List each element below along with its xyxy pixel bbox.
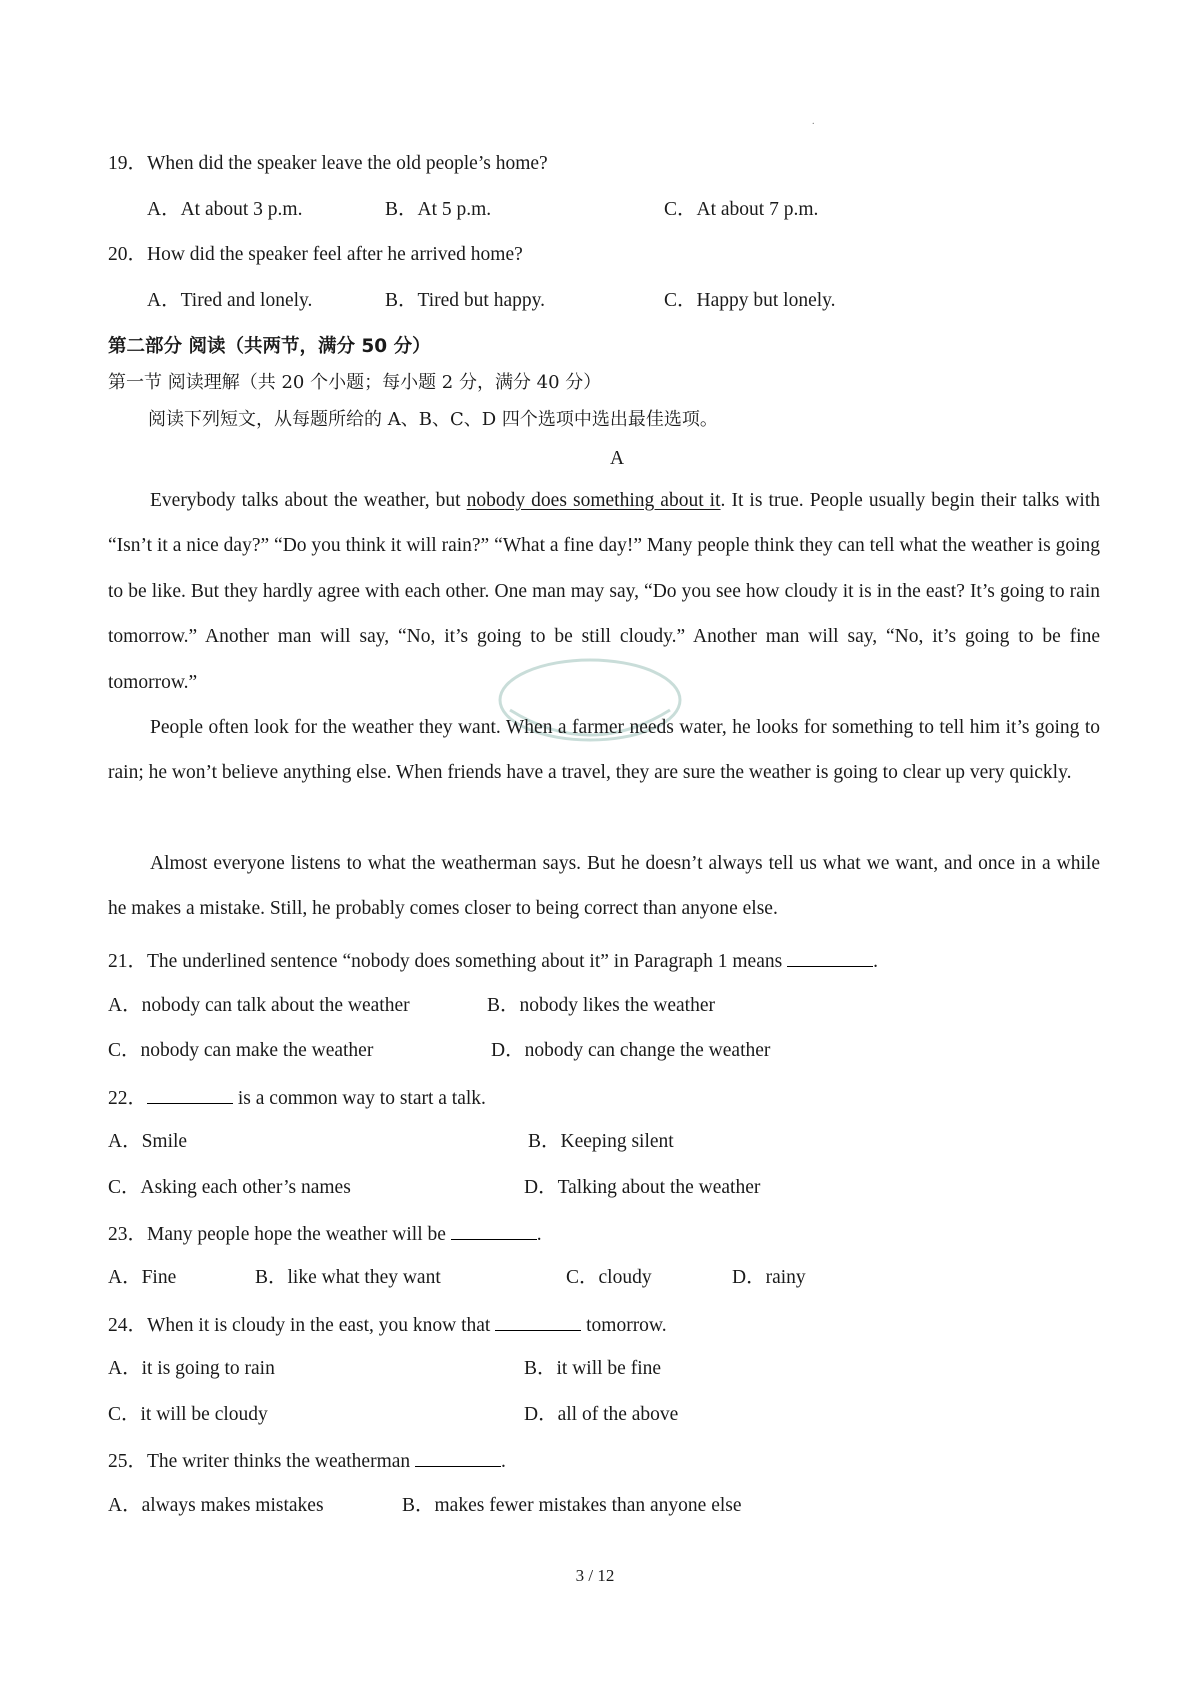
question-number: 22． (108, 1088, 148, 1109)
question-stem: 21．The underlined sentence “nobody does something about it” in Paragraph 1 means (108, 951, 783, 972)
stray-dot: . (812, 116, 815, 127)
p1-after: . It is true. People usually begin their talks with “Isn’t it a nice day?” “Do you think it will rain?” “What a fine day!” Many people think they can tell what the weather is going to be like. But they hardly agree with each other. One man may say, “Do you see how cloudy it is in the east? It’s going to rain tomorrow.” Another man will say, “No, it’s going to be still cloudy.” Another man will say, “No, it’s going to be fine tomorrow.” (108, 490, 1100, 693)
answer-blank (415, 1448, 501, 1467)
option-25a: A．always makes mistakes (108, 1495, 324, 1516)
question-stem: is a common way to start a talk. (237, 1088, 486, 1109)
question-21 (108, 948, 878, 974)
option-24a: A．it is going to rain (108, 1358, 275, 1379)
option-19c: C．At about 7 p.m. (664, 199, 819, 220)
question-19 (108, 152, 548, 176)
passage-paragraph-1 (108, 478, 1100, 705)
option-19a: A．At about 3 p.m. (147, 199, 303, 220)
question-tail: . (501, 1451, 506, 1472)
option-23c: C．cloudy (566, 1267, 652, 1288)
question-tail: tomorrow. (586, 1315, 667, 1336)
answer-blank (451, 1221, 537, 1240)
option-19b: B．At 5 p.m. (385, 199, 492, 220)
option-22a: A．Smile (108, 1131, 188, 1152)
question-20 (108, 243, 523, 267)
option-23d: D．rainy (732, 1267, 806, 1288)
p1-before: Everybody talks about the weather, but (150, 490, 467, 511)
question-number: 19． (108, 153, 148, 174)
option-24d: D．all of the above (524, 1404, 679, 1425)
part2-title: 第二部分 阅读（共两节，满分 50 分） (108, 336, 431, 357)
page-number: 3 / 12 (575, 1566, 615, 1585)
question-number: 20． (108, 244, 148, 265)
option-22b: B．Keeping silent (528, 1131, 674, 1152)
option-21a: A．nobody can talk about the weather (108, 995, 410, 1016)
option-21d: D．nobody can change the weather (491, 1040, 771, 1061)
question-stem: 23．Many people hope the weather will be (108, 1224, 446, 1245)
question-text: How did the speaker feel after he arrived home? (147, 244, 523, 265)
passage-paragraph-3: Almost everyone listens to what the weatherman says. But he doesn’t always tell us what we want, and once in a while he makes a mistake. Still, he probably comes closer to being correct than anyone else. (108, 853, 1100, 920)
question-stem: 25．The writer thinks the weatherman (108, 1451, 411, 1472)
instruction: 阅读下列短文，从每题所给的 A、B、C、D 四个选项中选出最佳选项。 (148, 409, 718, 430)
question-24 (108, 1312, 667, 1338)
option-21c: C．nobody can make the weather (108, 1040, 374, 1061)
option-21b: B．nobody likes the weather (487, 995, 715, 1016)
option-23a: A．Fine (108, 1267, 177, 1288)
option-23b: B．like what they want (255, 1267, 441, 1288)
option-25b: B．makes fewer mistakes than anyone else (402, 1495, 742, 1516)
underlined-sentence: nobody does something about it (466, 490, 721, 511)
question-tail: . (536, 1224, 542, 1245)
option-24b: B．it will be fine (524, 1358, 662, 1379)
option-22c: C．Asking each other’s names (108, 1177, 351, 1198)
question-text: When did the speaker leave the old people’s home? (147, 153, 548, 174)
option-20b: B．Tired but happy. (385, 290, 545, 311)
answer-blank (147, 1085, 233, 1104)
option-20c: C．Happy but lonely. (664, 290, 836, 311)
answer-blank (787, 948, 873, 967)
option-24c: C．it will be cloudy (108, 1404, 268, 1425)
question-22 (108, 1085, 486, 1111)
option-20a: A．Tired and lonely. (147, 290, 313, 311)
passage-label: A (610, 448, 625, 469)
question-tail: . (873, 951, 878, 972)
section1-title: 第一节 阅读理解（共 20 个小题；每小题 2 分，满分 40 分） (108, 372, 602, 393)
question-stem: 24．When it is cloudy in the east, you know that (108, 1315, 491, 1336)
answer-blank (495, 1312, 581, 1331)
passage-paragraph-2: People often look for the weather they want. When a farmer needs water, he looks for something to tell him it’s going to rain; he won’t believe anything else. When friends have a travel, they are sure the weather is going to clear up very quickly. (108, 717, 1100, 784)
option-22d: D．Talking about the weather (524, 1177, 761, 1198)
question-25 (108, 1448, 506, 1474)
question-23 (108, 1221, 542, 1247)
